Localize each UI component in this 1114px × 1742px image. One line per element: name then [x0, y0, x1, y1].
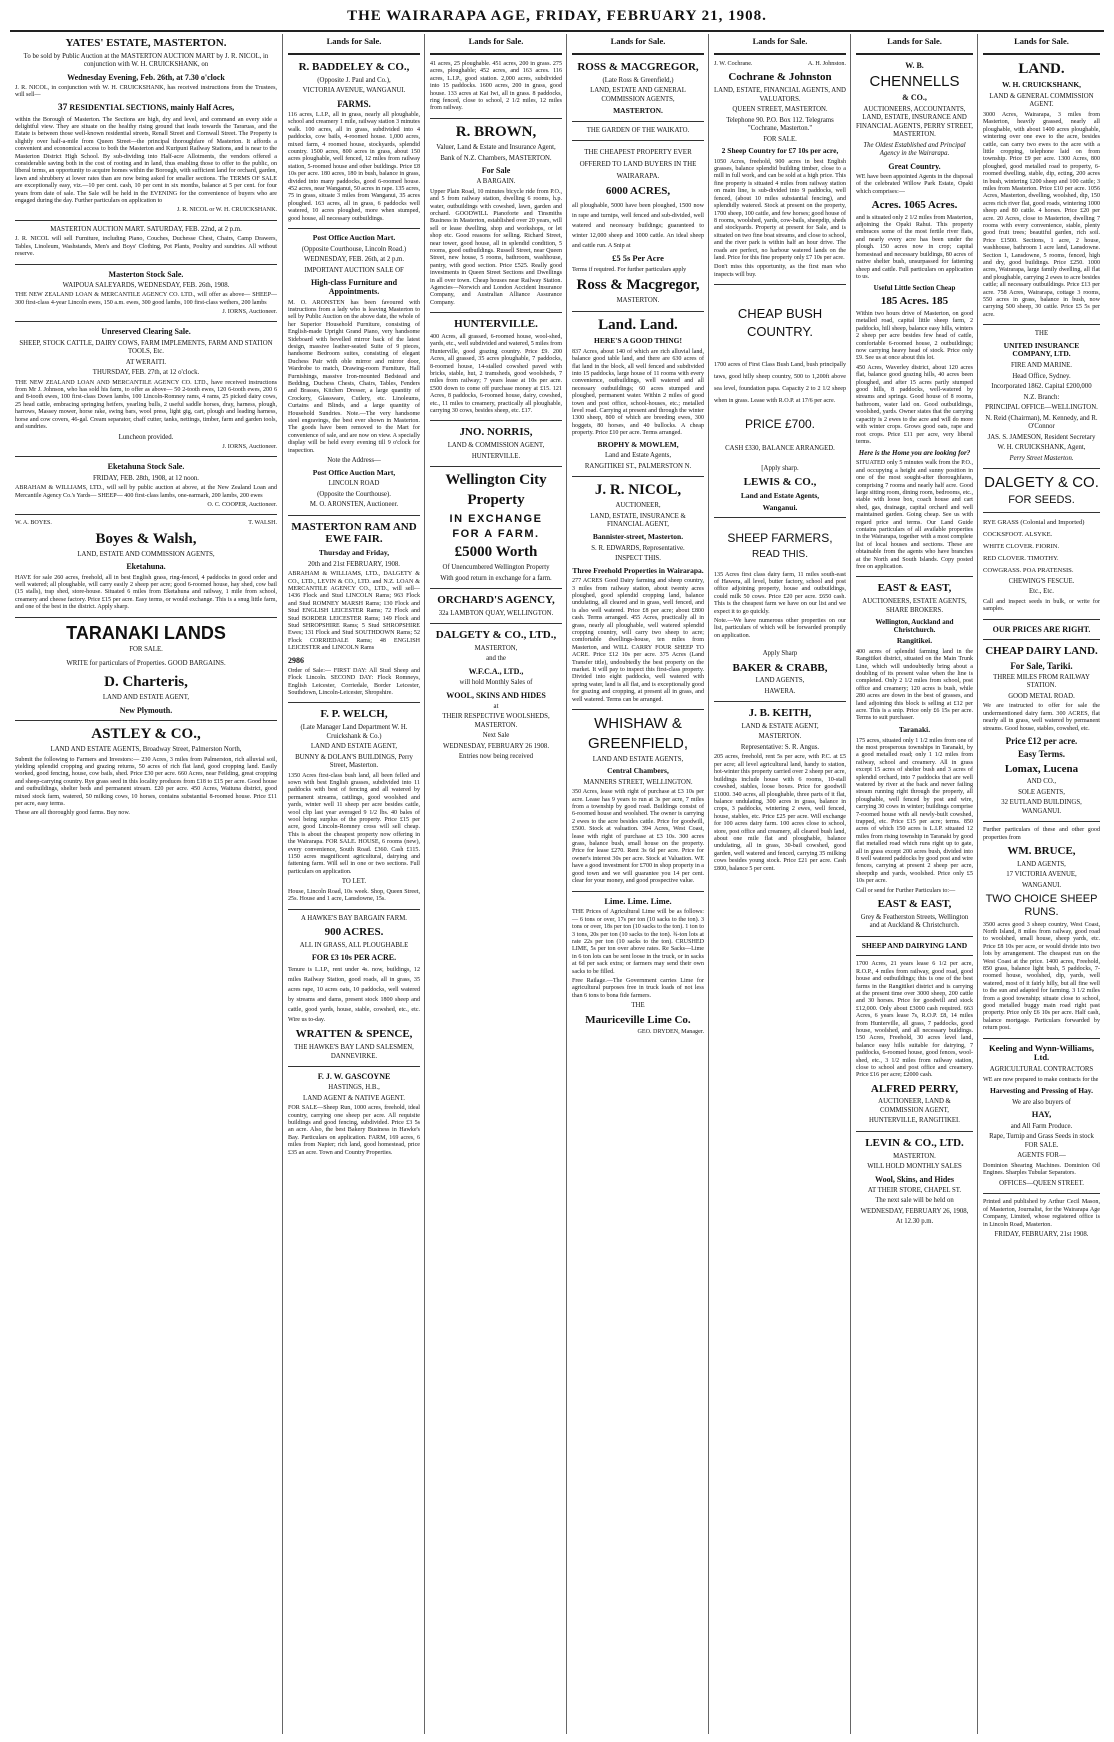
- dalgety-title: DALGETY & CO.: [984, 474, 1099, 491]
- dalgety-call: Call and inspect seeds in bulk, or write for samples.: [983, 598, 1100, 613]
- charteris-title: D. Charteris,: [104, 673, 188, 690]
- yates-sign: J. R. NICOL or W. H. CRUICKSHANK.: [176, 207, 277, 214]
- brown-title: R. BROWN,: [455, 123, 537, 140]
- welch-sub2: LAND AND ESTATE AGENT,: [310, 743, 398, 751]
- cochrane-fs: FOR SALE.: [763, 135, 797, 143]
- post-title: Post Office Auction Mart.: [312, 233, 396, 243]
- clearing-title: Unreserved Clearing Sale.: [101, 327, 191, 337]
- baddeley-place: VICTORIA AVENUE, WANGANUI.: [302, 87, 406, 95]
- baker-sub: LAND AGENTS,: [755, 677, 805, 685]
- cheap-title: CHEAP DAIRY LAND.: [985, 644, 1098, 657]
- cochrane-title: Cochrane & Johnston: [728, 71, 832, 84]
- sheep-body: 135 Acres first class dairy farm, 11 miles south-east of Hawera, all level, butter factory, school and post office adjoining property, house and outbuildings, could milk 50 cows. Price £20 per acre. £650 cash. This is the cheapest farm we have on our list and we expect it to go quickly.: [714, 571, 846, 615]
- bush-line2: COUNTRY.: [747, 324, 813, 340]
- dalgety-etc: Etc., Etc.: [1029, 588, 1054, 596]
- ross-sub: (Late Ross & Greenfield,): [602, 76, 674, 84]
- cochrane-tel: Telephone 90. P.O. Box 112. Telegrams "Cochrane, Masterton.": [726, 116, 834, 133]
- ross-cheap: THE CHEAPEST PROPERTY EVER OFFERED TO LAND BUYERS IN THE WAIRARAPA.: [579, 148, 697, 181]
- levin-place: MASTERTON.: [893, 1152, 936, 1160]
- east2-sub: Grey & Featherston Streets, Wellington and at Auckland & Christchurch.: [860, 913, 969, 930]
- cheap-sub: For Sale, Tariki.: [1010, 660, 1073, 671]
- wool-intro: will hold Monthly Sales of: [459, 679, 533, 687]
- levin-time: At 12.30 p.m.: [895, 1218, 934, 1226]
- norris-title: JNO. NORRIS,: [459, 426, 533, 439]
- post-sub: (Opposite Courthouse, Lincoln Road.): [301, 245, 407, 253]
- chennells-title: CHENNELLS: [869, 73, 960, 91]
- dalgety-sub: FOR SEEDS.: [1008, 494, 1075, 507]
- yates-date: Wednesday Evening, Feb. 26th, at 7.30 o'clock: [67, 72, 225, 82]
- gascoyne-sub2: LAND AGENT & NATIVE AGENT.: [303, 1094, 405, 1102]
- brophy-sub2: RANGITIKEI ST., PALMERSTON N.: [584, 462, 692, 470]
- yates-sub: To be sold by Public Auction at the MASTERTON AUCTION MART by J. R. NICOL, in conjunction with W. H. CRUICKSHANK, on: [23, 52, 269, 69]
- taranaki-body: WRITE for particulars of Properties. GOOD BARGAINS.: [66, 659, 226, 667]
- baker-title: BAKER & CRABB,: [732, 661, 828, 674]
- chennells-home: Here is the Home you are looking for?: [858, 449, 971, 458]
- sd-title: SHEEP AND DAIRYING LAND: [861, 940, 968, 950]
- wratten-sub: THE HAWKE'S BAY LAND SALESMEN, DANNEVIRKE.: [294, 1044, 414, 1060]
- lime-company: Mauriceville Lime Co.: [585, 1013, 691, 1026]
- levin-next: The next sale will be held on: [875, 1197, 954, 1205]
- seed-6: CHEWING'S FESCUE.: [1008, 577, 1075, 585]
- east-body1: 400 acres of splendid farming land in the Rangitikei district, situated on the Main Trunk Line, which will undoubtedly bring about a doubling of its present value when the line is completed. Only 2 1/2 miles from school, post office and creamery; 120 acres is bush, while 280 acres are down in the best of grasses, and land adjoining this block is selling at £12 per acre. This is a snip. Price only £6 15s per acre. Terms to suit purchaser.: [856, 648, 973, 722]
- whishaw-sub2: Central Chambers,: [607, 766, 669, 776]
- gascoyne-sub: HASTINGS, H.B.,: [328, 1084, 380, 1092]
- yates-lead: J. R. NICOL, in conjunction with W. H. CRUICKSHANK, has received instructions from the Trustees, will sell—: [15, 84, 277, 99]
- bush-apply: [Apply sharp.: [761, 464, 799, 472]
- city-line3: IN EXCHANGE: [449, 512, 543, 525]
- boyes-left: W. A. BOYES.: [15, 520, 52, 527]
- hawke-title: A HAWKE'S BAY BARGAIN FARM.: [301, 914, 407, 922]
- dalgety-prices: OUR PRICES ARE RIGHT.: [992, 624, 1091, 634]
- nicol-inspect: INSPECT THIS.: [615, 555, 661, 563]
- lime-sign: GEO. DRYDEN, Manager.: [637, 1029, 704, 1036]
- bush-price: PRICE £700.: [744, 417, 816, 432]
- post-date: WEDNESDAY, FEB. 26th, at 2 p.m.: [303, 256, 405, 264]
- whishaw-place: MANNERS STREET, WELLINGTON.: [583, 778, 693, 786]
- bush-line1: CHEAP BUSH: [737, 306, 823, 322]
- cochrane-body: 1050 Acres, freehold, 900 acres in best English grasses, balance splendid building timber, close to a mill in full work, and can be sold at a high price. This fine property is situated 4 miles from railway station on main line, is sub-divided into 9 paddocks, well fenced, (about 10 miles substantial fencing), and splendidly watered. Stock at present on the property, 1700 sheep, 100 cattle, and few horses; good house of 8 rooms, woolshed, yards, cow-bails, sheepdip, sheds and stockyards. Property at present for Sale, and is situated on two fine boat streams, and close to school, and the river park is within half an hour drive. The roads are perfect, no harbour watered lands on the land. Price for this fine property only £7 10s per acre.: [714, 158, 846, 261]
- nicol-title: J. R. NICOL,: [594, 482, 682, 499]
- nicol-place: Bannister-street, Masterton.: [592, 531, 684, 541]
- ross-sign2: MASTERTON.: [616, 297, 660, 305]
- orchard-title: ORCHARD'S AGENCY,: [437, 594, 555, 607]
- baddeley-body: 116 acres, L.I.P., all in grass, nearly all ploughable, school and creamery 1 mile, railway station 3 minutes walk. 100 acres, all in grass, subdivided into 4 paddocks, cow bails, 4-roomed house. 1,000 acres, mixed farm, 4 roomed house, stockyards, splendid country. 1500 acres, 800 acres in grass, about 150 acres ploughable, well fenced, 12 miles from railway station, 5-roomed house and other buildings. Price £8 10s per acre. 180 acres, 180 in bush, balance in grass, divided into many paddocks, good 6-roomed house. 452 acres, near Wanganui, 50 acres in rape. 135 acres, 75 in grass, situate 3 miles from Wanganui, 35 acres ploughed. 163 acres, all in grass, 6 paddocks well watered, 10 acres ploughed, more when stumped, good house, all necessary outbuildings.: [288, 111, 420, 222]
- lomax-title: Lomax, Lucena: [1004, 762, 1079, 775]
- hunter-body: 400 Acres, all grassed, 6-roomed house, wool-shed, yards, etc., well subdivided and watered, 5 miles from Hunterville, good grazing country. Price £9. 200 Acres, all grassed, 35 acres ploughable, 7 paddocks, 8-roomed house, 14-stalled cowshed paved with bricks, stable, hut, 2 tramsheds, good woolsheds, 7 miles from railway; 7 years lease at 10s per acre. £500 down to come off purchase money at £15. 121 Acres, 8 paddocks, 6-roomed house, dairy, cowshed, etc., 11 miles to creamery, practically all ploughable, carrying 30 cows, besides sheep, etc. £17.: [430, 333, 562, 414]
- column-7: [977, 34, 1105, 1734]
- wfca: W.F.C.A., LTD.,: [468, 666, 524, 676]
- cochrane-left: J. W. Cochrane.: [714, 61, 753, 67]
- city-line4: FOR A FARM.: [452, 528, 540, 541]
- gascoyne-title: F. J. W. GASCOYNE: [317, 1072, 391, 1082]
- stock-sub: WAIPOUA SALEYARDS, WEDNESDAY, FEB. 26th, 1908.: [62, 281, 230, 289]
- levin-title: LEVIN & CO., LTD.: [865, 1136, 964, 1149]
- boyes-body: HAVE for sale 260 acres, freehold, all in best English grass, ring-fenced, 4 paddocks in good order and well watered; all ploughable, will carry easily 2 sheep per acre; good 6-roomed house, hay shed, cow bail (15 stalls), trap shed, store-house. Situated 6 miles from Eketahuna and railway, 1 mile from school, creamery and cheese factory. Price £15 per acre. Easy terms, or would exchange. This is a snug little farm, and one of the best in the district. Apply sharp.: [15, 574, 277, 611]
- hawke-sub: ALL IN GRASS, ALL PLOUGHABLE: [299, 941, 409, 949]
- nicol-sub: AUCTIONEER,: [615, 502, 661, 510]
- stock-body: THE NEW ZEALAND LOAN & MERCANTILE AGENCY CO. LTD., will offer as above— SHEEP— 300 first-class 4-year Lincoln ewes, 150 a.m. ewes, 300 good lambs, 100 first-class wethers, 200 lambs: [15, 292, 277, 306]
- post-addr: Post Office Auction Mart,: [312, 467, 396, 477]
- yates-num: 37: [57, 102, 68, 113]
- wratten-title: WRATTEN & SPENCE,: [295, 1028, 413, 1041]
- chennells-home-body: SITUATED only 5 minutes walk from the P.O., and occupying a height and sunny position in one of the most sought-after thoroughfares, comprising 7 rooms and nearly half acre. Good large sitting room, dining room, bedrooms, etc., stable with loose box, coach house and cart shed, gas, drainage, capital orchard and well maintained garden. Going cheap. See us with regard price and terms. Our Land Guide contains particulars of all available properties in the Wairarapa, together with a most complete list of local houses and sections. These are obtainable from the agents who have branches at the North and South Islands. Copy posted free on application.: [856, 460, 973, 571]
- brophy-sub: Land and Estate Agents,: [604, 452, 672, 460]
- bruce-intro: Further particulars of these and other good properties from: [983, 827, 1100, 841]
- sheep-note: Note.—We have numerous other properties on our list, particulars of which will be forwarded promptly on application.: [714, 617, 846, 639]
- lands-for-sale-header: Lands for Sale.: [1014, 36, 1069, 46]
- lewis-title: LEWIS & CO.,: [743, 476, 817, 489]
- two-runs-title: TWO CHOICE SHEEP RUNS.: [985, 893, 1098, 918]
- east2-title: EAST & EAST,: [877, 898, 952, 911]
- keith-rep: Representative: S. R. Angus.: [740, 743, 820, 751]
- taranaki-title: TARANAKI LANDS: [66, 622, 226, 643]
- lands-for-sale-header: Lands for Sale.: [752, 36, 808, 46]
- column-5: [708, 34, 851, 1734]
- lewis-sub: Land and Estate Agents,: [740, 490, 820, 500]
- baddeley-farms: FARMS.: [337, 98, 371, 109]
- insurance-the: THE: [1034, 330, 1049, 338]
- dalgety-title: DALGETY & CO., LTD.,: [435, 629, 557, 642]
- levin-body: WILL HOLD MONTHLY SALES: [867, 1163, 962, 1171]
- lands-for-sale-header: Lands for Sale.: [610, 36, 666, 46]
- ross-place: MASTERTON.: [613, 106, 663, 116]
- whishaw-line1: WHISHAW &: [594, 715, 682, 733]
- seed-5: COWGRASS. POA PRATENSIS.: [983, 566, 1074, 574]
- east-title: EAST & EAST,: [877, 582, 952, 595]
- lomax-sub: SOLE AGENTS,: [1018, 788, 1065, 796]
- welch-sub3: BUNNY & DOLAN'S BUILDINGS, Perry Street, Masterton.: [295, 753, 413, 770]
- ram-title: MASTERTON RAM AND EWE FAIR.: [291, 520, 417, 546]
- ram-order: Order of Sale:— FIRST DAY: All Stud Sheep and Flock Lincoln. SECOND DAY: Flock Romneys, English Leicester, Corriedale, Border Leicester, Southdown, Lincoln-Leicester, Shropshire.: [288, 667, 420, 697]
- lomax-addr: 32 EUTLAND BUILDINGS, WANGANUI.: [1001, 799, 1082, 815]
- nicol-sub2: LAND, ESTATE, INSURANCE & FINANCIAL AGENT,: [590, 512, 686, 529]
- keeling-list: Dominion Shearing Machines. Dominion Oil Engines. Sharples Tubular Separators.: [983, 1162, 1100, 1177]
- east-sub: AUCTIONEERS, ESTATE AGENTS, SHARE BROKERS.: [862, 598, 967, 614]
- brown-sub2: Bank of N.Z. Chambers, MASTERTON.: [440, 154, 552, 162]
- baddeley-title: R. BADDELEY & CO.,: [298, 61, 410, 73]
- insurance-cap: Incorporated 1862. Capital £200,000: [991, 383, 1092, 390]
- insurance-nz: N.Z. Branch:: [1023, 393, 1060, 401]
- stock-title: Masterton Stock Sale.: [108, 269, 184, 279]
- seed-1: RYE GRASS (Colonial and Imported): [983, 518, 1085, 526]
- ram-body: ABRAHAM & WILLIAMS, LTD., DALGETY & CO., LTD., LEVIN & CO., LTD. and N.Z. LOAN & MERCANTILE AGENCY CO., LTD., will sell— 1436 Flock and Stud LINCOLN Rams; 963 Flock and Stud ROMNEY MARSH Rams; 130 Flock and Stud ENGLISH LEICESTER Rams; 72 Flock and Stud BORDER LEICESTER Rams; 149 Flock and Stud SHROPSHIRE Rams; 5 Stud SHROPSHIRE Ewes; 131 Flock and Stud SOUTHDOWN Rams; 52 Flock CORRIEDALE Rams; 48 ENGLISH LEICESTER and LINCOLN Rams: [288, 571, 420, 652]
- hawke-acres: 900 ACRES.: [324, 926, 384, 939]
- clearing-sign: J. IORNS, Auctioneer.: [222, 444, 277, 450]
- astley-body: Submit the following to Farmers and Investors:— 230 Acres, 3 miles from Palmerston, rich alluvial soil, yielding splendid cropping and grazing returns, 50 acres of rich flat land, good cropping land. Easily worked, good fencing, house, cow bails, shed. Price £30 per acre. 660 Acres, near Feilding, great cropping and sheep-carrying country. Rye grass seed in this locality produces from £18 to £15 per acre. Good house and outbuildings, shelter beds and permanent stream. £20 per acre. 450 Acres, Waituna district, good mixed stock farm, watered, 50 milking cows, 10 horses, contains substantial 8-roomed house. Price £11 per acre, easy terms.: [15, 756, 277, 807]
- chennells-co: & CO.,: [902, 93, 927, 103]
- seed-2: COCKSFOOT. ALSYKE.: [983, 530, 1053, 538]
- ek-date: FRIDAY, FEB. 28th, 1908, at 12 noon.: [93, 474, 199, 482]
- masthead-rule: [10, 30, 1104, 32]
- keeling-hay: HAY,: [1031, 1109, 1052, 1120]
- clearing-lunch: Luncheon provided.: [118, 433, 174, 441]
- cheap-terms: Easy Terms.: [1017, 749, 1065, 760]
- clearing-at: AT WERAITI.: [125, 358, 167, 366]
- clearing-body: THE NEW ZEALAND LOAN AND MERCANTILE AGENCY CO. LTD., have received instructions from Mr J. Johnson, who has sold his farm, to offer as above— 50 2-tooth ewes, 120 6-tooth ewes, 200 6 and 8-tooth ewes, 100 first-class Down lambs, 100 Lincoln-Romney rams, 4 rams, 25 picked dairy cows, 25 head cattle, embracing springing heifers, yearling bulls, 2 useful saddle horses, dray, harness, plough, harrows, Massey mower, horse rake, swing bars, wool press, light gig, cart, plough and leading harness, horse and cow covers, 46-gal. Cream separator, chaff cutter, tanks, nettings, timber, farm and garden tools, and sundries.: [15, 379, 277, 431]
- cochrane-foot: Don't miss this opportunity, as the first man who inspects will buy.: [714, 264, 846, 278]
- post-imp: IMPORTANT AUCTION SALE OF: [304, 266, 404, 274]
- levin-head: Wool, Skins, and Hides: [875, 1174, 954, 1184]
- insurance-title: UNITED INSURANCE COMPANY, LTD.: [1003, 340, 1080, 359]
- insurance-names: N. Reid (Chairman), M. Kennedy, and R. O'Connor: [985, 414, 1098, 430]
- insurance-sub2: Head Office, Sydney.: [1012, 372, 1071, 380]
- mart-head: MASTERTON AUCTION MART. SATURDAY, FEB. 22nd, at 2 p.m.: [50, 225, 242, 233]
- sheep-line1: SHEEP FARMERS,: [727, 531, 833, 546]
- norris-sub: LAND & COMMISSION AGENT,: [447, 442, 545, 450]
- astley-foot: These are all thoroughly good farms. Buy now.: [15, 810, 130, 817]
- ek-title: Eketahuna Stock Sale.: [107, 462, 185, 472]
- taranaki-sub: FOR SALE.: [129, 646, 163, 654]
- east-body2: 175 acres, situated only 1 1/2 miles from one of the most prosperous townships in Taranaki, by a good metalled road; only 1 1/2 miles from railway, school and creamery. All in grass except 15 acres of shelter bush and 3 acres of splendid orchard, into 7 paddocks that are well watered by river at the back and never failing stream running right through the property, all ploughable, well fenced by post and wire, carrying 30 cows in winter; buildings comprise 7-roomed house with all newly-built cowshed, trapped, etc. Price £15 per acre; terms. 850 acres of which 150 acres is L.I.P. situated 12 miles from rising township in Taranaki by good flat metalled road which runs right up to gate, all in grass except 200 acres bush, divided into 8 well watered paddocks by good post and wire fences, carrying at present 2 sheep per acre, sheepdip and yards, woolshed. Price only £5 10s per acre.: [856, 737, 973, 885]
- lewis-place: Wanganui.: [762, 502, 798, 512]
- sheep-line2: READ THIS.: [752, 549, 808, 561]
- wool-date: WEDNESDAY, FEBRUARY 26 1908.: [442, 742, 550, 750]
- nicol-head: Three Freehold Properties in Wairarapa.: [572, 565, 704, 575]
- city-line2: Property: [467, 492, 525, 509]
- insurance-res: JAS. S. JAMESON, Resident Secretary: [987, 433, 1096, 441]
- post-opp: (Opposite the Courthouse).: [317, 490, 391, 498]
- land-title: Land. Land.: [598, 316, 678, 333]
- welch-sub: (Late Manager Land Department W. H. Cruickshank & Co.): [300, 724, 408, 740]
- boyes-place: Eketahuna.: [126, 562, 166, 572]
- gascoyne-body: FOR SALE—Sheep Run, 1000 acres, freehold, ideal country, carrying one sheep per acre. All requisite buildings and good fencing, subdivided. Price £3 5s an acre. Also, the best Bakery Business in Hawke's Bay. Particulars on application. FARM, 169 acres, 6 miles from Napier; rich land, good homestead, price £35 an acre. Town and Country Properties.: [288, 1105, 420, 1156]
- clearing-date: THURSDAY, FEB. 27th, at 12 o'clock.: [92, 369, 200, 377]
- chennells-sub: AUCTIONEERS, ACCOUNTANTS, LAND, ESTATE, INSURANCE AND FINANCIAL AGENTS, PERRY STREET, MASTERTON.: [856, 105, 973, 139]
- post-sign: M. O. ARONSTEN, Auctioneer.: [309, 501, 399, 509]
- brown-body: Upper Plain Road, 10 minutes bicycle ride from P.O., and 5 from railway station, dwelling 6 rooms, h.p. water, outbuildings with cowshed, lawn, garden and orchard. GOODWILL Pianoforte and Tinsmiths Business in Masterton, established over 20 years, will sell or lease dwelling, shop and workshops, or let shop etc. Good reasons for selling. Richard Street, near tower, good house, all in splendid condition, 5 rooms, good outbuildings. Russell Street, near Queen Street, new house, 5 rooms, bathroom, washhouse, pantry, with good section. Price £525. Really good investments in Queen Street Sections and Dwellings in all over town. Cheap houses near Railway Station. Agencies—Norwich and London Accident Insurance Company, and Australian Alliance Assurance Company.: [430, 188, 562, 306]
- column-3: [424, 34, 567, 1734]
- chennells-body: and is situated only 2 1/2 miles from Masterton, adjoining the Opaki Rahui. This property embraces some of the most fertile river flats, and nearly every acre has been under the plough. 150 acres now in crop; capital homestead and necessary buildings, 80 acres of native shelter bush, unsurpassed for fattening sheep and cattle. Full particulars on application to us.: [856, 214, 973, 280]
- ross-title: ROSS & MACGREGOR,: [577, 61, 699, 73]
- perry-sub: AUCTIONEER, LAND & COMMISSION AGENT,: [878, 1098, 951, 1114]
- welch-body: 1350 Acres first-class bush land, all been felled and sown with best English grasses, subdivided into 11 paddocks with best of fencing and all watered by permanent streams, cattlings, good woolshed and yards, winter well 11 sheep per acre besides cattle, wool clip last year averaged 9 1/2 lbs. 40 bales of wool being surplus of the property. Price £15 per acre, good Lincoln-Romney cross will sell cheap. This is about the cheapest property now offering in the Wairarapa. FOR SALE. HOUSE, 6 rooms (new), every convenience, South Road. £360. Cash £115. 1150 acres magnificent agricultural, dairying and fattening farm. Will sell in one or two sections. Full particulars on application.: [288, 772, 420, 875]
- boyes-right: T. WALSH.: [248, 520, 277, 527]
- cheap-sub2: THREE MILES FROM RAILWAY STATION.: [993, 673, 1090, 690]
- post-road: LINCOLN ROAD: [328, 480, 380, 488]
- astley-title: ASTLEY & CO.,: [91, 725, 201, 742]
- chennells-450: 450 Acres, Waverley district, about 120 acres flat, balance good grazing hills, 40 acres been ploughed, and after 15 acres partly stumped good hills, 8 paddocks, well-watered by streams and springs. Good house of 8 rooms, bathroom, water laid on. Good outbuildings, woolshed, yards. Owner states that the carrying capacity is 2 ewes to the acre and will do more with winter crops. Grows good oats, rape and root crops. Price £11 per acre, very liberal terms.: [856, 364, 973, 445]
- brophy-title: BROPHY & MOWLEM,: [597, 439, 679, 449]
- baker-place: HAWERA.: [764, 687, 796, 695]
- keith-sub: LAND & ESTATE AGENT,: [741, 722, 819, 730]
- baddeley-sub: (Opposite J. Paul and Co.),: [317, 76, 391, 84]
- chennells-185-body: Within two hours drive of Masterton, on good metalled road, capital little sheep farm, 2 paddocks, hill sheep, balance easy hills, winters 2 sheep per acre besides few head of cattle, comfortable 6-roomed house, 2 outbuildings; now carrying heavy head of stock. Price only £9. See us at once about this lot.: [856, 311, 973, 362]
- post-note: Note the Address—: [327, 457, 381, 465]
- ram-date: Thursday and Friday,: [318, 548, 390, 558]
- masthead: [0, 0, 1114, 32]
- ek-sign: O. C. COOPER, Auctioneer.: [207, 501, 277, 508]
- column-1: [10, 34, 282, 1734]
- yates-body: within the Borough of Masterton. The Sections are high, dry and level, and command an every side a delightful view. They are situate on the healthy rising ground that leads towards the Tararuas, and the Estate is between those well-known residential streets, Renall Street and Cornwall Street. The Property is slightly over half-a-mile from Queen Street—the principal thoroughfare of Masterton. It affords a convenient and economical access to both the Masterton and Kuripuni Railway Stations, and is near to the Masterton District High School. By sub-dividing into Half-acre Allotments, the vendors offered a considerable saving both in the cost of rooting and in land, thus enabling those to offer to the public, on liberal terms, an opportunity to acquire homes within the Borough, with sufficient land for orchard, garden, lawn and shrubbery at lower rates than are now being asked for smaller sections. The TERMS OF SALE are exceptionally easy, viz.—10 per cent. cash, 10 per cent in six months, balance at 5 per cent. for four years from date of sale. The Sale will be held in the EVENING for the convenience of buyers who are engaged during the day. Further particulars on application to: [15, 116, 277, 205]
- column-4: [566, 34, 709, 1734]
- insurance-place: Perry Street Masterton.: [1009, 454, 1074, 462]
- charteris-sub: LAND AND ESTATE AGENT,: [102, 694, 190, 702]
- city-line5: £5000 Worth: [454, 543, 538, 560]
- insurance-po: PRINCIPAL OFFICE—WELLINGTON.: [985, 404, 1098, 411]
- lime-body2: Free Railage.—The Government carries Lime for agricultural purposes free in truck loads of not less than 6 tons to bona fide farmers.: [572, 977, 704, 999]
- ram-total: 2986: [288, 655, 304, 665]
- chennells-great: Great Country.: [888, 161, 941, 171]
- whishaw-body: 350 Acres, lease with right of purchase at £3 10s per acre. Lease has 9 years to run at 3s per acre, 7 miles from a township by good road. Buildings consist of 6-roomed house and woolshed. The owner is carrying 2 ewes to the acre besides cattle. Price for goodwill, £500. Stock at valuation. 394 Acres, West Coast, lease with right of purchase at £3 10s. 300 acres grass, balance bush, small house on the property. Price for lease £270. Rent 3s 6d per acre. Price for owner's interest 30s per acre. Stock at Valuation. WE have a good investment for £700 in shop property in a good town and we will guarantee you 14 per cent. clear for your money, and good prospective value.: [572, 789, 705, 885]
- column-2: [282, 34, 425, 1734]
- imprint-date: FRIDAY, FEBRUARY, 21st 1908.: [994, 1230, 1089, 1238]
- keeling-rape: Rape, Turnip and Grass Seeds in stock FOR SALE.: [989, 1133, 1094, 1149]
- cruickshank-sub: LAND & GENERAL COMMISSION AGENT.: [989, 92, 1094, 109]
- keith-place: MASTERTON.: [758, 733, 802, 741]
- keeling-sub: AGRICULTURAL CONTRACTORS: [989, 1066, 1094, 1074]
- lands-for-sale-header: Lands for Sale.: [326, 36, 382, 46]
- boyes-title: Boyes & Walsh,: [95, 530, 197, 547]
- cochrane-head: 2 Sheep Country for £7 10s per acre,: [721, 146, 839, 156]
- perry-title: ALFRED PERRY,: [870, 1082, 959, 1095]
- ross-sign: Ross & Macgregor,: [576, 277, 700, 294]
- cheap-road: GOOD METAL ROAD.: [1008, 692, 1075, 700]
- column-6: [850, 34, 978, 1734]
- chennells-sub2: The Oldest Established and Principal Agency in the Wairarapa.: [863, 141, 966, 158]
- wool-at: at: [493, 702, 499, 710]
- newspaper-page: [10, 34, 1104, 1734]
- keith-body: 205 acres, freehold, rent 5s per acre, with P.C. at £5 per acre; all level agricultural land, handy to station, hot-winter this property carried over 2 sheep per acre, buildings include house with 6 rooms, 10-stall cowshed, stables, loose boxes. Price for goodwill £1000. 340 acres, all ploughable, three parts of it flat, balance undulating, 300 acres in grass, balance in crops, 3 paddocks, wintering 2 ewes, well fenced, house, stables, etc. Price £25 per acre. Will exchange for 100 acres dairy farm. 100 acres close to school, store, post office and creamery, all cleared bush land, about one mile flat and ploughable, balance undulating, all in grass, 30-bail cowshed, good garden, well watered and fenced, carrying 35 milking cows besides young stock. Price £21 per acre. Cash £800, balance 5 per cent.: [714, 754, 846, 872]
- post-head: High-class Furniture and Appointments.: [310, 278, 398, 297]
- brown-fs: For Sale: [481, 166, 511, 176]
- yates-title: YATES' ESTATE, MASTERTON.: [65, 37, 227, 49]
- wool-title: WOOL, SKINS AND HIDES: [446, 690, 546, 700]
- sd-body: 1700 Acres, 21 years lease 6 1/2 per acre, R.O.P., 4 miles from railway, good road, good house and outbuildings; this is one of the best farms in the Rangitikei district and is carrying at the present time over 3000 sheep, 200 cattle and 30 horses. Price for goodwill and stock £12,000. Only about £3000 cash required. 663 Acres, 6 years lease 7s, R.O.P. £8, 14 miles from Hunterville, all grass, 7 paddocks, good house, woolshed, and all necessary buildings. 150 Acres, Freehold, 30 acres level land, balance easy hills suitable for dairying, 7 paddocks, 6-roomed house, good fences, wool-shed, etc., 3 1/2 miles from railway station, close to school and post office and creamery. Price £16 per acre; £2000 cash.: [856, 961, 973, 1079]
- insurance-sub: FIRE AND MARINE.: [1011, 362, 1072, 369]
- baddeley-more: 41 acres, 25 ploughable. 451 acres, 200 in grass. 275 acres, ploughable; 452 acres, and 163 acres. 116 acres, L.I.P., good station. 2,000 acres, subdivided into 15 paddocks. 1600 acres, 200 in grass, good house. 133 acres at Kai Iwi, all in grass. 8 paddocks, ring fenced, close to school, 2 1/2 miles, 12 miles from railway.: [430, 61, 562, 112]
- ross-terms: Terms if required. For further particulars apply: [572, 266, 687, 273]
- land-title: LAND.: [1018, 61, 1065, 77]
- stock-sign: J. IORNS, Auctioneer.: [222, 309, 277, 316]
- wool-where: THEIR RESPECTIVE WOOLSHEDS, MASTERTON.: [442, 713, 550, 729]
- welch-title: F. P. WELCH,: [320, 708, 388, 721]
- lands-for-sale-header: Lands for Sale.: [468, 36, 524, 46]
- welch-let-body: House, Lincoln Road, 10s week. Shop, Queen Street, 25s. House and 1 acre, Lansdowne, 15s.: [288, 888, 420, 903]
- ross-body: all ploughable, 5000 have been ploughed, 1500 now in rape and turnips, well fenced and sub-divided, well watered and necessary buildings; guaranteed to winter 12,000 sheep and 1000 cattle. An ideal sheep and cattle run. A Snip at: [572, 202, 704, 249]
- east-rangitikei: Rangitikei.: [896, 636, 933, 646]
- seed-4: RED CLOVER. TIMOTHY.: [983, 554, 1059, 562]
- hawke-body: Tenure is L.I.P., rent under 4s. now, buildings, 12 miles Railway Station, good roads, all in grass, 35 acres rape, 10 acres oats, 10 paddocks, well watered by streams and dams, present stock 1800 sheep and cattle, good yards, house, stable, cowshed, etc., etc. Wire us to-day.: [288, 967, 420, 1024]
- chennells-initials: W. B.: [905, 61, 924, 70]
- brown-sub: Valuer, Land & Estate and Insurance Agent,: [436, 144, 556, 152]
- whishaw-sub: LAND AND ESTATE AGENTS,: [592, 755, 684, 763]
- astley-sub: LAND AND ESTATE AGENTS, Broadway Street, Palmerston North,: [50, 746, 242, 754]
- keeling-head: Harvesting and Pressing of Hay.: [990, 1086, 1093, 1096]
- lime-body: THE Prices of Agricultural Lime will be as follows:— 6 tons or over, 17s per ton (10 sacks to the ton). 3 tons or over, 18s per ton (10 sacks to the ton). 1 ton to 3 tons, 20s per ton (10 sacks to the ton). ¾-ton lots at rate 22s per ton (10 sacks to the ton). CRUSHED LIME, 5s per ton over above rates. Re Sacks—Lime in 6 ton lots can be sent loose in the truck, or in sacks at 6d per sack extra; or farmers may send their own sacks to be filled.: [572, 909, 704, 975]
- keeling-body: WE are now prepared to make contracts for the: [983, 1076, 1099, 1083]
- welch-let: TO LET.: [341, 878, 367, 886]
- keith-title: J. B. KEITH,: [748, 707, 812, 720]
- cruickshank-title: W. H. CRUICKSHANK,: [1001, 80, 1082, 90]
- ross-garden: THE GARDEN OF THE WAIKATO.: [586, 126, 690, 134]
- whishaw-line2: GREENFIELD,: [587, 735, 689, 753]
- city-line7: With good return in exchange for a farm.: [440, 574, 552, 582]
- lands-for-sale-header: Lands for Sale.: [887, 36, 942, 46]
- ram-date2: 20th and 21st FEBRUARY, 1908.: [307, 560, 401, 568]
- cochrane-place: QUEEN STREET, MASTERTON.: [732, 106, 828, 114]
- lime-the: THE: [631, 1002, 645, 1010]
- ross-sub2: LAND, ESTATE AND GENERAL COMMISSION AGENTS,: [590, 87, 686, 103]
- charteris-place: New Plymouth.: [119, 705, 173, 715]
- keeling-grain: and All Farm Produce.: [1010, 1122, 1073, 1130]
- nicol-rep: S. R. EDWARDS, Representative.: [591, 544, 685, 552]
- bruce-sub: LAND AGENTS,: [1017, 860, 1066, 868]
- ross-acres: 6000 ACRES,: [605, 185, 671, 198]
- land-sub: HERE'S A GOOD THING!: [593, 336, 682, 346]
- keeling-title: Keeling and Wynn-Williams, Ltd.: [989, 1042, 1094, 1063]
- ek-body: ABRAHAM & WILLIAMS, LTD., will sell by public auction at above, at the New Zealand Loan and Mercantile Agency Co.'s Yards— SHEEP— 400 first-class lambs, one-earmark, 200 lambs, 200 ewes: [15, 485, 277, 499]
- dalgety-and: and the: [486, 655, 506, 663]
- orchard-sub: 32a LAMBTON QUAY, WELLINGTON.: [438, 609, 554, 617]
- seed-3: WHITE CLOVER. FIORIN.: [983, 542, 1060, 550]
- nicol-body: 277 ACRES Good Dairy farming and sheep country, 3 miles from railway station, about twenty acres ploughed, good splendid cropping land, balance undulating, all cleared and in grass, well fenced, and is also well watered. Price £8 per acre; about £800 cash. Terms arranged. 455 Acres, practically all in grass, nearly all ploughable, well watered splendid cropping country, will carry two sheep to acre; comfortable dwellings-house, ten miles from Masterton, and WILL CARRY FOUR SHEEP TO ACRE. Price £12 10s per acre. 375 Acres (Land Transfer title), undoubtedly the best property on the market. It will pay to inspect this first-class property. Divided into eight paddocks, well watered with spring water, land is all flat, and is exceptionally good for grazing and cropping, at present all in grass, and well watered. Terms can be arranged.: [572, 578, 704, 703]
- bruce-place: WANGANUI.: [1021, 881, 1062, 889]
- post-body: M. O. ARONSTEN has been favoured with instructions from a lady who is leaving Masterton to sell by Public Auction on the above date, the whole of her Superior Household Furniture, consisting of English-made Upright Grand Piano, very handsome Sideboard with bevelled mirror back of the latest design, massive leather-seated Suite of 9 pieces, handsome Bedroom suites, consisting of elegant Duchess Pair with oble mirror and mirror door, Wardrobe to match, Drawing-room Furniture, Hall Furnishings, massive Iron-mounted Bedstead and Bedding, Duchess Chests, Chairs, Tables, Fenders and Brasses, Kitchen Dresser, a large quantity of Crockery, Glassware, Cutlery, etc. Linoleums, Curtains and Blinds, and a large quantity of Household Sundries. Note.—The very handsome steel engravings, the best ever shown in Masterton. The goods have been removed to the Mart for convenience of sale, and are now on view. A specially display will be held every evening till 9 o'clock for inspection.: [288, 299, 420, 454]
- hunter-title: HUNTERVILLE.: [454, 318, 538, 331]
- mart-body: J. R. NICOL will sell Furniture, including Piano, Couches, Duchesse Chest, Chairs, Camp Drawers, Tables, Linoleum, Washstands, Men's and Boys' Clothing, Pot Plants, Poultry and sundries. All without reserve.: [15, 236, 277, 258]
- wool-next: Next Sale: [482, 732, 510, 740]
- dalgety-sub: MASTERTON,: [474, 644, 518, 652]
- insurance-agent: W. H. CRUICKSHANK, Agent,: [997, 444, 1086, 451]
- perry-place: HUNTERVILLE, RANGITIKEI.: [868, 1117, 960, 1125]
- two-runs-body: 3500 acres good 3 sheep country, West Coast, North Island, 8 miles from railway, good road to woolshed, small house, sheep yards, etc. Price £8 10s per acre, or would divide into two lots by arrangement. The cheapest run on the West Coast at the price. 1400 acres, Freehold, 850 grass, balance light bush, 5 paddocks, 7-roomed house, woolshed, dip, yards, well watered, most of it fairly hilly, but all fine well to the sun and adapted for farming. 3 1/2 miles from a good township; situate close to school, good metalled buggy main road right past property. Price only £6 10s per acre. Half cash, balance mortgage. Particulars forwarded by return post.: [983, 921, 1100, 1032]
- levin-date: WEDNESDAY, FEBRUARY 26, 1908,: [860, 1207, 969, 1215]
- imprint: Printed and published by Arthur Cecil Mason, of Masterton, Journalist, for the Wairarapa Age Company, Limited, whose registered office is in Lincoln Road, Masterton.: [983, 1199, 1100, 1228]
- cochrane-sub: LAND, ESTATE, FINANCIAL AGENTS, AND VALUATORS.: [714, 87, 846, 103]
- bruce-title: WM. BRUCE,: [1007, 845, 1076, 858]
- lime-title: Lime. Lime. Lime.: [604, 895, 672, 906]
- land-body: 837 Acres, about 140 of which are rich alluvial land, balance good table land, and there are 630 acres of flat land in the block, all well fenced and subdivided into 15 paddocks, large house of 11 rooms with every convenience, outbuildings, well watered and all necessary outbuildings; 60 acres stumped and ploughed, permanent water. Within 2 miles of good town and post office, school-houses, etc.; metalled level road. Carrying at present and through the winter 1300 sheep, 800 of which are breeding ewes, 300 hoggets, 80 horses, and 40 bullocks. A cheap property. Price £10 per acre. Terms arranged.: [572, 348, 704, 437]
- bush-cash: CASH £330, BALANCE ARRANGED.: [725, 444, 835, 452]
- wool-foot: Entries now being received: [458, 753, 534, 761]
- keeling-office: OFFICES—QUEEN STREET.: [999, 1179, 1084, 1187]
- chennells-185: 185 Acres. 185: [880, 295, 949, 308]
- city-line6: Of Unencumbered Wellington Property: [442, 564, 550, 572]
- sheep-apply: Apply Sharp: [762, 650, 798, 658]
- east-call: Call or send for Further Particulars to:—: [856, 887, 956, 894]
- city-line1: Wellington City: [445, 472, 547, 489]
- boyes-sub: LAND, ESTATE AND COMMISSION AGENTS,: [77, 550, 215, 558]
- newspaper-title: THE WAIRARAPA AGE, FRIDAY, FEBRUARY 21, 1908.: [347, 8, 767, 24]
- bruce-addr: 17 VICTORIA AVENUE,: [1006, 871, 1077, 879]
- chennells-intro: WE have been appointed Agents in the disposal of the celebrated Willow Park Estate, Opaki which comprises:—: [856, 173, 973, 195]
- ross-price: £5 5s Per Acre: [612, 252, 664, 263]
- cochrane-right: A. H. Johnston.: [807, 61, 846, 67]
- chennells-acres: Acres. 1065 Acres.: [871, 199, 958, 212]
- bush-body: 1700 acres of First Class Bush Land, bush principally taws, good hilly sheep country, 500 to 1,200ft above sea level, foundation papa. Capacity 2 to 2 1/2 sheep when in grass. Lease with R.O.P. at 17/6 per acre.: [714, 362, 846, 405]
- levin-at: AT THEIR STORE, CHAPEL ST.: [867, 1186, 962, 1194]
- east-taranaki: Taranaki.: [898, 724, 931, 734]
- lomax-co: AND CO.,: [1026, 778, 1057, 786]
- keeling-buy: We are also buyers of: [1012, 1098, 1071, 1106]
- yates-head: RESIDENTIAL SECTIONS, mainly Half Acres,: [69, 102, 235, 112]
- cheap-price: Price £12 per acre.: [1005, 736, 1078, 746]
- brown-bargain: A BARGAIN.: [476, 178, 516, 186]
- hawke-price: FOR £3 10s PER ACRE.: [311, 953, 397, 963]
- norris-place: HUNTERVILLE.: [471, 452, 521, 460]
- cheap-body: We are instructed to offer for sale the undermentioned dairy farm. 300 ACRES, flat nearly all in grass, well watered by permanent streams. Good house, stables, cowshed, etc.: [983, 703, 1100, 732]
- chennells-useful: Useful Little Section Cheap: [873, 284, 956, 293]
- cruickshank-body: 3000 Acres, Wairarapa, 3 miles from Masterton, heavily grassed, nearly all ploughable, with about 1400 acres ploughable, wintering over one ewe to the acre, besides cattle, can carry two ewes to the acre with a little cropping, telephone laid on from township. Price £9 per acre. 1300 Acres, 800 ploughed, good metalled road to property, 6-roomed dwelling, stable, dip, ecting, 200 acres in bush, wintering 1200 sheep and 100 cattle; 3 miles from Masterton. Price £10 per acre. 1056 Acres, Masterton, dwelling, woolshed, dip, 150 acres rich river flat, good roads, wintering 1000 sheep and 80 cattle. 4 horses. Price £20 per acre. 20 Acres, close to Masterton, dwelling 7 rooms with every convenience, stable, plenty good fruit trees; beautiful garden, rich soil. Price £1500. Sections, 1 acre, 2 house, washhouse, bathroom 1 acre land, Lansdowne. Section 1, Lansdowne, 5 rooms, fenced, high and dry, good buildings. Price £250. 1000 acres, Wairarapa, large family dwelling, all flat and ploughable, carrying 2 ewes to acre besides cattle; all necessary outbuildings. Price £13 per acre. 758 Acres, Wairarapa, cottage 3 rooms, 550 acres in grass, balance in bush, now carrying 500 sheep, 30 cattle. Price £5 5s per acre.: [983, 111, 1100, 318]
- keeling-agents: AGENTS FOR—: [1017, 1152, 1066, 1160]
- clearing-sub: SHEEP, STOCK CATTLE, DAIRY COWS, FARM IMPLEMENTS, FARM AND STATION TOOLS, Etc.: [19, 339, 273, 356]
- east-place: Wellington, Auckland and Christchurch.: [875, 618, 954, 635]
